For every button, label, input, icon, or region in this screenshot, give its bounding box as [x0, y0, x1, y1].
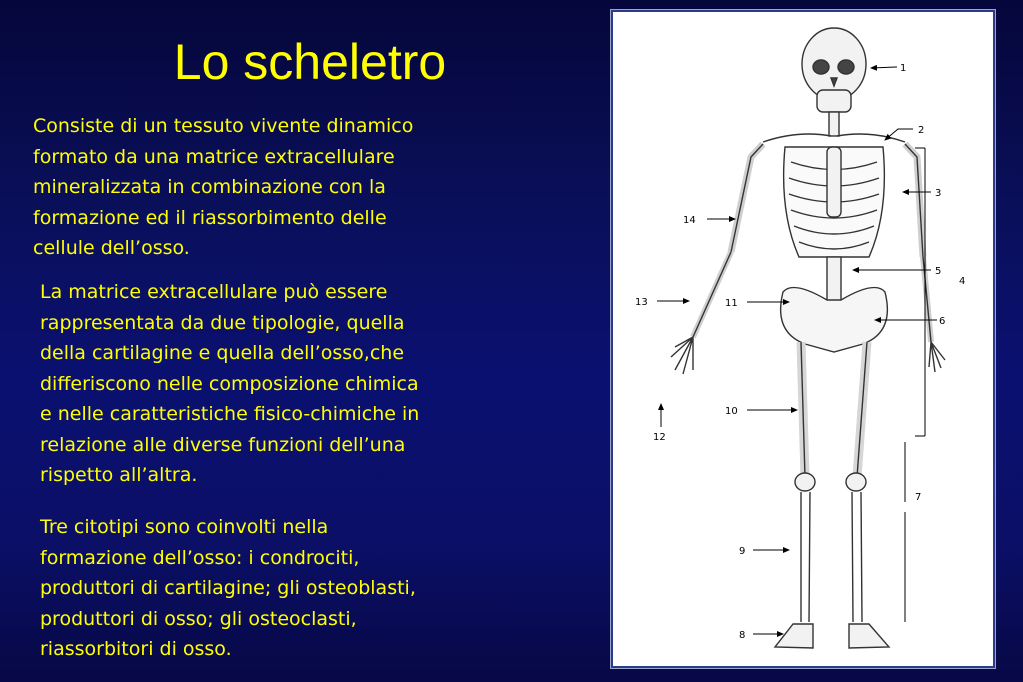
callout-label: 7	[915, 492, 922, 503]
paragraph-definition	[33, 111, 413, 264]
paragraph-line: formazione dell’osso: i condrociti,	[40, 546, 360, 569]
paragraph-line: cellule dell’osso.	[33, 237, 190, 259]
callout-label: 12	[653, 432, 666, 443]
paragraph-line: formazione ed il riassorbimento delle	[33, 206, 387, 229]
paragraph-line: differiscono nelle composizione chimica	[40, 372, 419, 395]
paragraph-line: rappresentata da due tipologie, quella	[40, 311, 405, 334]
paragraph-line: relazione alle diverse funzioni dell’una	[40, 433, 406, 456]
paragraph-line: formato da una matrice extracellulare	[33, 145, 395, 168]
paragraph-line: rispetto all’altra.	[40, 464, 198, 486]
paragraph-cell-types	[40, 512, 416, 665]
paragraph-matrix	[40, 277, 419, 491]
paragraph-line: Tre citotipi sono coinvolti nella	[40, 516, 329, 538]
skeleton-illustration	[613, 12, 993, 666]
callout-label: 6	[939, 316, 946, 327]
callout-label: 11	[725, 298, 738, 309]
callout-label: 9	[739, 546, 746, 557]
paragraph-line: mineralizzata in combinazione con la	[33, 176, 386, 198]
callout-label: 1	[900, 63, 907, 74]
callout-label: 10	[725, 406, 738, 417]
callout-label: 3	[935, 188, 942, 199]
paragraph-line: produttori di osso; gli osteoclasti,	[40, 607, 357, 630]
paragraph-line: Consiste di un tessuto vivente dinamico	[33, 115, 414, 137]
skeleton-figure	[611, 10, 995, 668]
callout-label: 14	[683, 215, 696, 226]
paragraph-line: riassorbitori di osso.	[40, 638, 232, 660]
paragraph-line: e nelle caratteristiche fisico-chimiche in	[40, 403, 420, 425]
slide-title: Lo scheletro	[173, 34, 447, 90]
callout-label: 4	[959, 276, 966, 287]
callout-label: 2	[918, 125, 925, 136]
paragraph-line: La matrice extracellulare può essere	[40, 281, 388, 303]
callout-label: 13	[635, 297, 648, 308]
callout-label: 8	[739, 630, 746, 641]
paragraph-line: della cartilagine e quella dell’osso,che	[40, 342, 405, 364]
paragraph-line: produttori di cartilagine; gli osteoblasti,	[40, 577, 416, 599]
callout-label: 5	[935, 266, 942, 277]
